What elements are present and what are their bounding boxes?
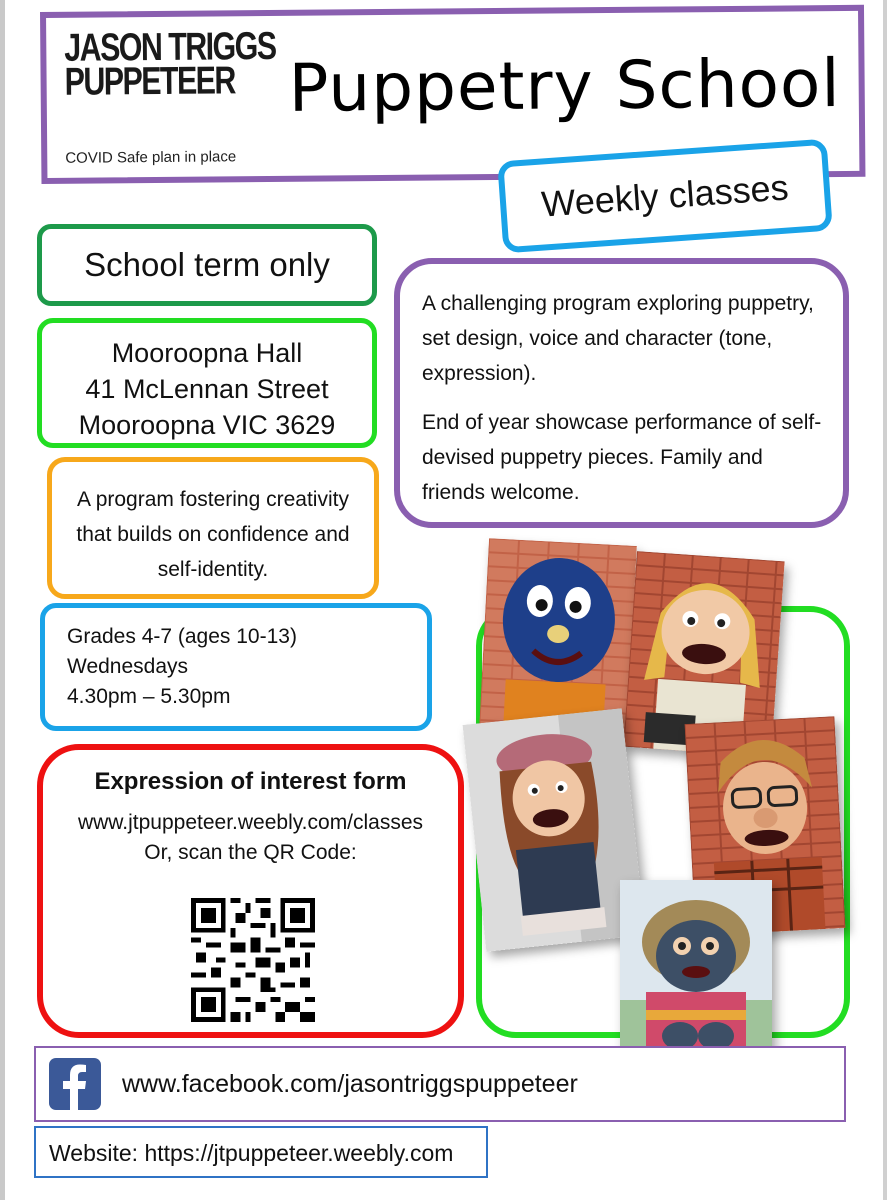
facebook-icon[interactable] [49, 1058, 101, 1110]
schedule-grades: Grades 4-7 (ages 10-13) [67, 625, 297, 648]
qr-instruction: Or, scan the QR Code: [144, 841, 357, 864]
interest-heading: Expression of interest form [94, 768, 407, 795]
schedule-time: 4.30pm – 5.30pm [67, 685, 231, 708]
page-title: Puppetry School [288, 45, 842, 127]
address-box [37, 318, 377, 448]
weekly-classes-label: Weekly classes [540, 166, 790, 225]
puppet-photo-blue-monster [479, 538, 637, 735]
school-term-box [37, 224, 377, 306]
interest-url-link[interactable]: www.jtpuppeteer.weebly.com/classes [77, 811, 424, 834]
website-link[interactable]: Website: https://jtpuppeteer.weebly.com [49, 1140, 454, 1166]
description-box [394, 258, 849, 528]
school-term-label: School term only [84, 246, 330, 283]
description-para-2: End of year showcase performance of self-devised puppetry pieces. Family and friends welcome. [422, 411, 822, 504]
schedule-day: Wednesdays [67, 655, 189, 678]
qr-code[interactable] [191, 898, 315, 1022]
puppet-photo-dark-monster [620, 880, 772, 1070]
covid-note: COVID Safe plan in place [65, 148, 237, 167]
page-edge-left [0, 0, 5, 1200]
brand-line-1: JASON TRIGGS [64, 24, 276, 70]
facebook-bar[interactable] [34, 1046, 846, 1122]
address-line-2: 41 McLennan Street [85, 374, 329, 404]
brand-line-2: PUPPETEER [64, 59, 236, 104]
address-line-1: Mooroopna Hall [111, 338, 303, 368]
website-box[interactable] [34, 1126, 488, 1178]
puppet-photo-girl-with-hat [463, 708, 646, 951]
interest-form-box [37, 744, 464, 1038]
program-intro-text: A program fostering creativity that builds on confidence and self-identity. [76, 488, 350, 581]
brand-logo [64, 24, 276, 104]
schedule-box [40, 603, 432, 731]
page-edge-right [883, 0, 887, 1200]
facebook-url-link[interactable]: www.facebook.com/jasontriggspuppeteer [122, 1070, 578, 1098]
description-para-1: A challenging program exploring puppetry, set design, voice and character (tone, expression). [422, 292, 814, 385]
address-line-3: Mooroopna VIC 3629 [78, 410, 336, 440]
program-intro-box [47, 457, 379, 599]
